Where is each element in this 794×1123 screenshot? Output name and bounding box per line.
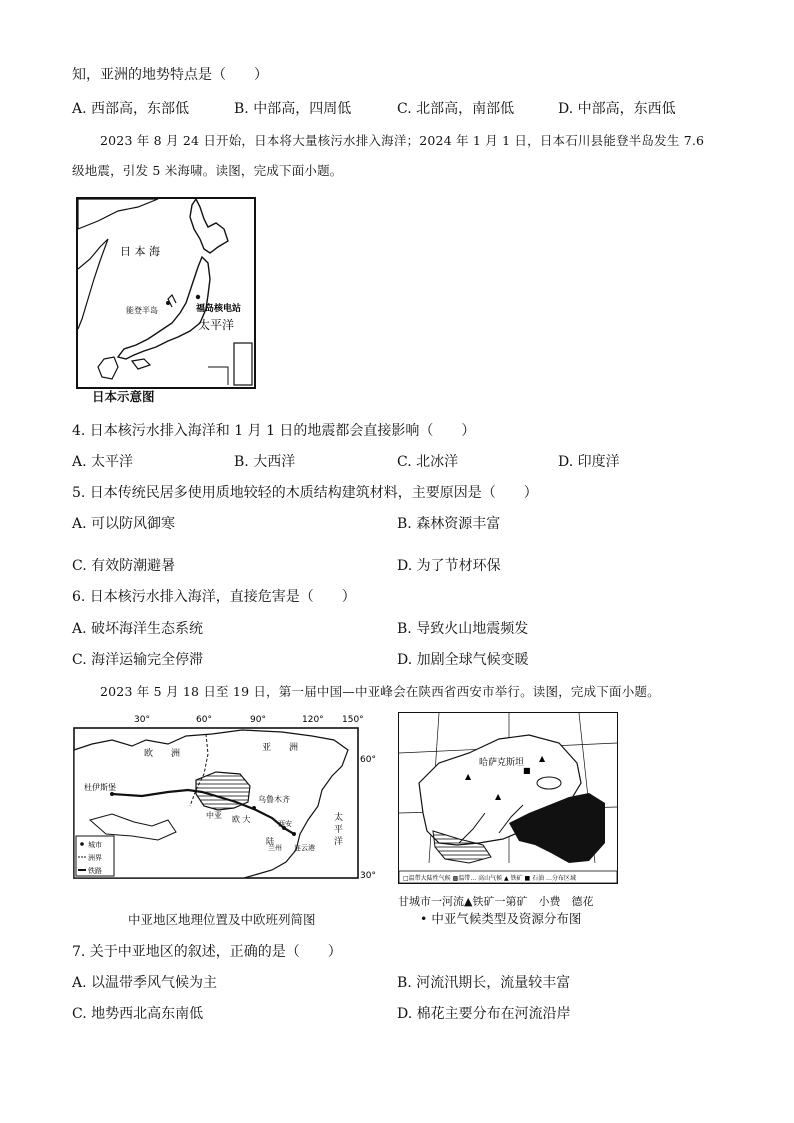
- asia-map-area: [72, 710, 374, 890]
- q7-option-b: B. 河流汛期长，流量较丰富: [397, 975, 571, 991]
- shikoku: [132, 359, 150, 369]
- mine-symbol-4: ▲: [539, 754, 546, 763]
- q4-stem: 4. 日本核污水排入海洋和 1 月 1 日的地震都会直接影响（ ）: [72, 423, 476, 439]
- q6-option-d: D. 加剧全球气候变暖: [397, 652, 529, 668]
- lianyungang-dot: [292, 832, 296, 836]
- lon-90: 90°: [250, 715, 266, 725]
- mainland-north: [78, 199, 158, 229]
- q3-option-b: B. 中部高，四周低: [234, 101, 352, 117]
- japan-map-caption: 日本示意图: [92, 389, 155, 404]
- q3-option-d: D. 中部高，东西低: [558, 101, 676, 117]
- q5-option-d: D. 为了节材环保: [397, 558, 501, 574]
- q7-stem: 7. 关于中亚地区的叙述，正确的是（ ）: [72, 944, 342, 960]
- map-inset-frame: [234, 343, 252, 385]
- q6-option-b: B. 导致火山地震频发: [397, 621, 529, 637]
- climate-legend-strip: □温带大陆性气候 ▩温带… 高山气候 ▲ 铁矿 ■ 石油 …分布区域: [403, 875, 576, 882]
- asia-label: 亚 洲: [262, 743, 299, 753]
- q4-option-b: B. 大西洋: [234, 454, 296, 470]
- mine-symbol-1: ▲: [465, 772, 472, 781]
- q6-option-a: A. 破坏海洋生态系统: [72, 621, 204, 637]
- pacific-label: 太平洋: [198, 318, 235, 332]
- q6-stem: 6. 日本核污水排入海洋，直接危害是（ ）: [72, 589, 356, 605]
- climate-map: [398, 712, 618, 884]
- fukushima-label: 福岛核电站: [196, 304, 242, 314]
- lon-120: 120°: [302, 715, 324, 725]
- eurasia-label: 欧 大: [232, 815, 251, 824]
- pacific-label-3: 洋: [334, 837, 344, 847]
- duisburg-dot: [110, 792, 114, 796]
- legend-city-label: 城市: [88, 841, 102, 849]
- lanzhou-label: 兰州: [268, 844, 282, 852]
- legend-railway-label: 铁路: [88, 867, 102, 875]
- urumqi-label: 乌鲁木齐: [258, 795, 290, 804]
- noto-peninsula: [168, 295, 176, 307]
- europe-label: 欧 洲: [144, 749, 181, 759]
- noto-dot: [166, 301, 170, 305]
- japan-map: [76, 197, 256, 389]
- q5-option-b: B. 森林资源丰富: [397, 516, 501, 532]
- asia-map-drawing: [72, 710, 374, 890]
- q3-option-c: C. 北部高，南部低: [397, 101, 515, 117]
- sea-of-japan-label: 日 本 海: [120, 245, 160, 258]
- kazakh-label: 哈萨克斯坦: [479, 758, 525, 768]
- korea-coast: [78, 239, 108, 329]
- lat-30: 30°: [360, 871, 376, 881]
- kyushu: [98, 357, 118, 379]
- q7-option-a: A. 以温带季风气候为主: [72, 975, 218, 991]
- q5-option-c: C. 有效防潮避暑: [72, 558, 176, 574]
- q3-option-a: A. 西部高，东部低: [72, 101, 190, 117]
- pacific-label-2: 平: [334, 825, 344, 835]
- lon-30: 30°: [134, 715, 150, 725]
- legend-boundary-label: 洲界: [88, 854, 102, 862]
- japan-map-drawing: [78, 199, 254, 387]
- legend-city-symbol: [80, 842, 84, 846]
- q3-stem-tail: 知，亚洲的地势特点是（ ）: [72, 67, 268, 83]
- q4-option-c: C. 北冰洋: [397, 454, 459, 470]
- central-asia-label: 中亚: [206, 811, 222, 820]
- q5-stem: 5. 日本传统民居多使用质地较轻的木质结构建筑材料，主要原因是（ ）: [72, 485, 538, 501]
- hokkaido: [190, 199, 228, 253]
- q4-option-a: A. 太平洋: [72, 454, 134, 470]
- climate-map-drawing: [399, 713, 617, 883]
- q7-option-d: D. 棉花主要分布在河流沿岸: [397, 1006, 571, 1022]
- urumqi-dot: [252, 806, 256, 810]
- noto-label: 能登半岛: [126, 306, 158, 315]
- lu-label: 陆: [266, 837, 274, 846]
- q7-option-c: C. 地势西北高东南低: [72, 1006, 204, 1022]
- q5-option-a: A. 可以防风御寒: [72, 516, 176, 532]
- inset-leader: [208, 367, 228, 385]
- intro2-line1: 2023 年 5 月 18 日至 19 日，第一届中国—中亚峰会在陕西省西安市举行。读图，完成下面小题。: [100, 684, 660, 699]
- duisburg-label: 杜伊斯堡: [84, 783, 116, 792]
- mine-symbol-2: ▲: [495, 792, 502, 801]
- lat-60: 60°: [360, 755, 376, 765]
- xian-label: 西安: [278, 820, 292, 828]
- climate-map-bottom-legend: 甘城市一河流▲铁矿一第矿 小费 德花: [398, 895, 594, 908]
- q4-option-d: D. 印度洋: [558, 454, 620, 470]
- pacific-label-1: 太: [334, 813, 344, 823]
- climate-map-caption: • 中亚气候类型及资源分布图: [420, 911, 582, 926]
- asia-map-caption: 中亚地区地理位置及中欧班列简图: [128, 912, 316, 927]
- intro1-line2: 级地震，引发 5 米海啸。读图，完成下面小题。: [72, 163, 343, 178]
- lon-60: 60°: [196, 715, 212, 725]
- lianyungang-label: 连云港: [294, 844, 315, 852]
- lon-150: 150°: [342, 715, 364, 725]
- fukushima-dot: [196, 295, 200, 299]
- q6-option-c: C. 海洋运输完全停滞: [72, 652, 204, 668]
- mine-symbol-3: ■: [523, 766, 531, 775]
- lake: [537, 777, 561, 789]
- intro1-line1: 2023 年 8 月 24 日开始，日本将大量核污水排入海洋；2024 年 1 月 1 日，日本石川县能登半岛发生 7.6: [100, 133, 705, 148]
